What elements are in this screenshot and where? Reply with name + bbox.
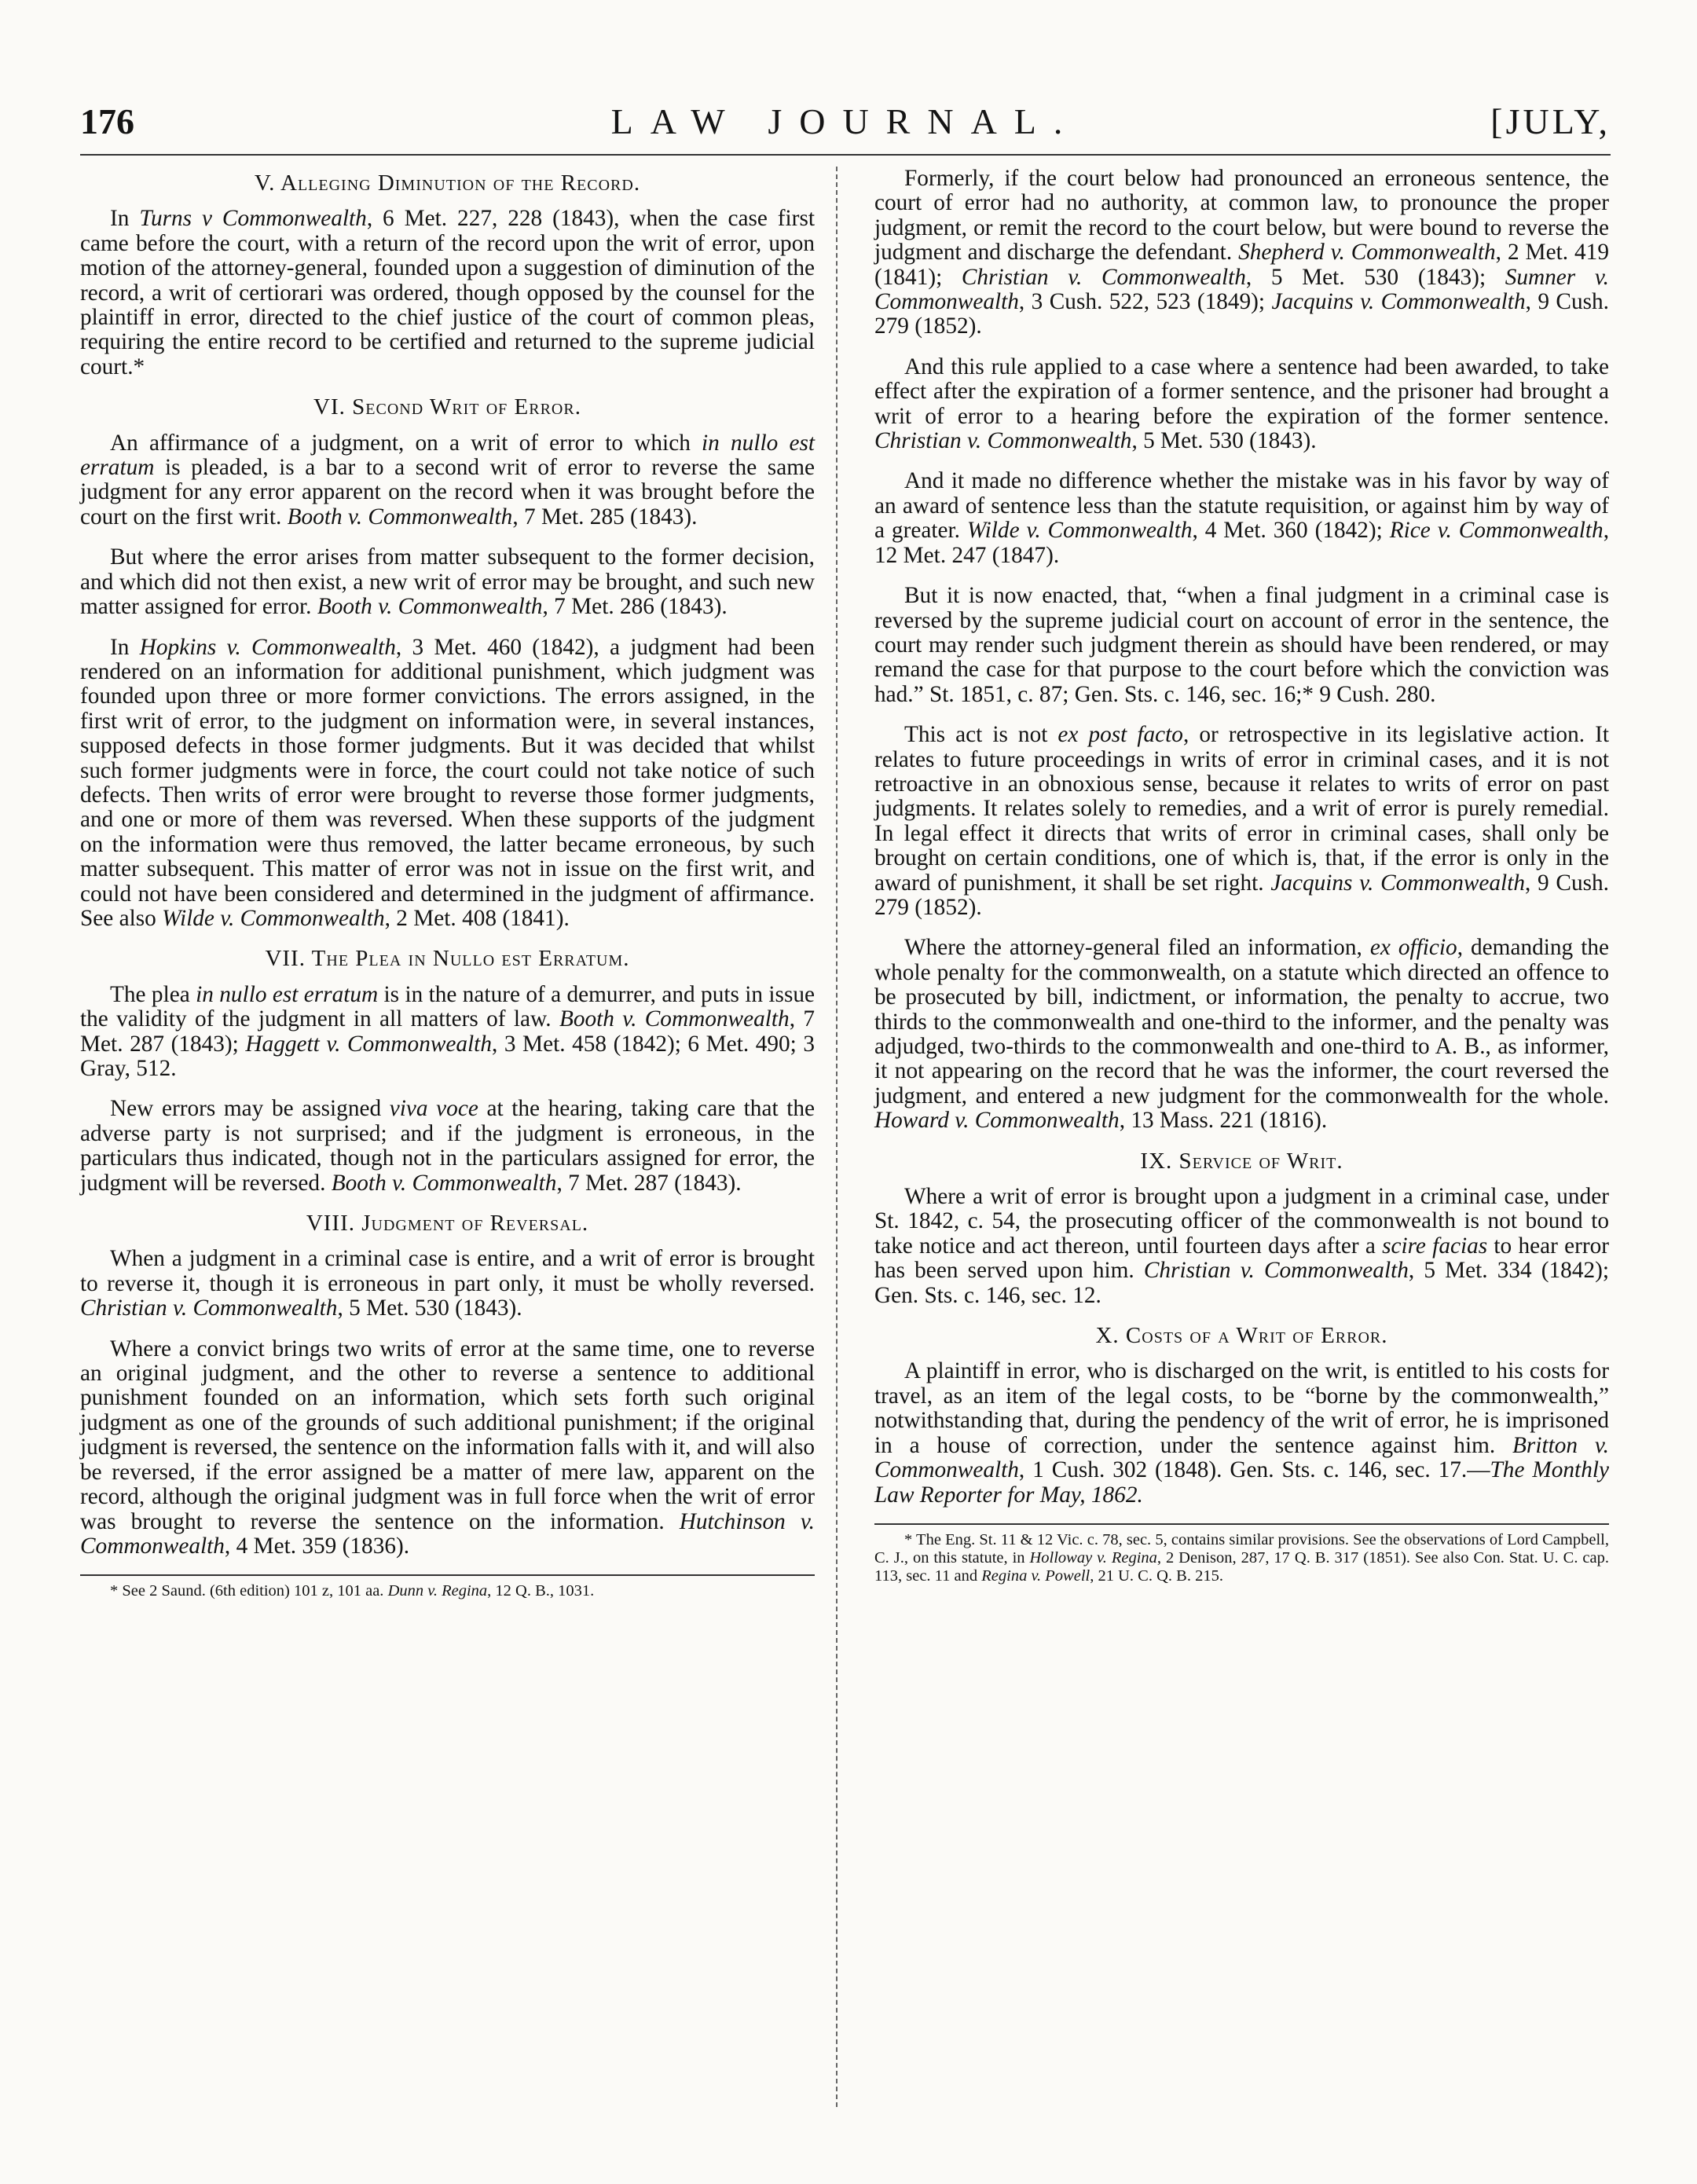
paragraph: The plea in nullo est erratum is in the nature of a demurrer, and puts in issue the validity of the judgment in all matters of law. Booth v. Commonwealth, 7 Met. 287 (1843); Haggett v. Commonwealth, 3 Met. 458 (1842); 6 Met. 490; 3 Gray, 512. <box>80 981 816 1081</box>
section-heading-vi: VI. Second Writ of Error. <box>313 394 581 420</box>
paragraph: When a judgment in a criminal case is entire, and a writ of error is brought to reverse it, though it is erroneous in part only, it must be wholly reversed. Christian v. Commonwealth, 5 Met. 530 (1843). <box>80 1246 815 1321</box>
case-name: Booth v. Commonwealth <box>331 1170 557 1196</box>
section-heading-viii: VIII. Judgment of Reversal. <box>306 1211 589 1237</box>
paragraph: Formerly, if the court below had pronounced an erroneous sentence, the court of error had no authority, at common law, to pronounce the proper judgment, or remit the record to the court below, but were bound to reverse the judgment and discharge the defendant. Shepherd v. Commonwealth, 2 Met. 419 (1841); Christian v. Commonwealth, 5 Met. 530 (1843); Sumner v. Commonwealth, 3 Cush. 522, 523 (1849); Jacquins v. Commonwealth, 9 Cush. 279 (1852). <box>874 166 1609 339</box>
case-name: Jacquins v. Commonwealth <box>1271 289 1526 315</box>
case-name: Wilde v. Commonwealth <box>966 518 1193 544</box>
left-column <box>80 167 815 1616</box>
case-name: Christian v. Commonwealth <box>874 428 1132 454</box>
journal-title: LAW JOURNAL. <box>610 101 1080 141</box>
paragraph: But it is now enacted, that, “when a final judgment in a criminal case is reversed by the supreme judicial court on account of error in the sentence, the court may render such judgment therein as should have been rendered, or may remand the case for that purpose to the court before which the conviction was had.” St. 1851, c. 87; Gen. Sts. c. 146, sec. 16;* 9 Cush. 280. <box>874 583 1609 707</box>
footnote: * The Eng. St. 11 & 12 Vic. c. 78, sec. 5, contains similar provisions. See the observations of Lord Campbell, C. J., on this statute, in Holloway v. Regina, 2 Denison, 287, 17 Q. B. 317 (1851). See also Con. Stat. U. C. cap. 113, sec. 11 and Regina v. Powell, 21 U. C. Q. B. 215. <box>874 1530 1609 1585</box>
case-name: Christian v. Commonwealth <box>1143 1258 1409 1284</box>
paragraph: New errors may be assigned viva voce at the hearing, taking care that the adverse party is not surprised; and if the judgment is erroneous, in the particulars thus indicated, though not in the particulars assigned for error, the judgment will be reversed. Booth v. Commonwealth, 7 Met. 287 (1843). <box>80 1096 816 1196</box>
header-rule <box>80 154 1611 156</box>
footnote-rule <box>874 1523 1609 1525</box>
page-header <box>80 101 1611 148</box>
paragraph: Where a convict brings two writs of error at the same time, one to reverse an original judgment, and the other to reverse a sentence to additional punishment founded on an information, which sets forth such original judgment as one of the grounds of such additional punishment; if the original judgment is reversed, the sentence on the information falls with it, and will also be reversed, if the error assigned be a matter of mere law, apparent on the record, although the original judgment was in full force when the writ of error was brought to reverse the sentence on the information. Hutchinson v. Commonwealth, 4 Met. 359 (1836). <box>80 1336 816 1559</box>
source-credit: The Monthly Law Reporter for May, 1862. <box>874 1457 1609 1508</box>
section-heading-v: V. Alleging Diminution of the Record. <box>254 170 641 196</box>
page-number: 176 <box>80 101 134 141</box>
issue-month: [JULY, <box>1490 101 1611 141</box>
case-name: Christian v. Commonwealth <box>80 1295 338 1321</box>
case-name: Haggett v. Commonwealth <box>245 1031 492 1057</box>
paragraph: Where a writ of error is brought upon a judgment in a criminal case, under St. 1842, c. 54, the prosecuting officer of the commonwealth is not bound to take notice and act thereon, until fourteen days after a scire facias to hear error has been served upon him. Christian v. Commonwealth, 5 Met. 334 (1842); Gen. Sts. c. 146, sec. 12. <box>874 1184 1610 1308</box>
case-name: Jacquins v. Commonwealth <box>1270 870 1525 896</box>
paragraph: And this rule applied to a case where a sentence had been awarded, to take effect after the expiration of a former sentence, and the prisoner had brought a writ of error to a hearing before the expiration of the former sentence. Christian v. Commonwealth, 5 Met. 530 (1843). <box>874 354 1609 454</box>
section-heading-vii: VII. The Plea in Nullo est Erratum. <box>265 946 630 972</box>
column-divider <box>836 167 838 2107</box>
case-name: Booth v. Commonwealth <box>317 594 543 620</box>
case-name: Hutchinson v. Commonwealth <box>80 1508 816 1559</box>
case-name: Shepherd v. Commonwealth <box>1238 240 1496 266</box>
paragraph: This act is not ex post facto, or retrospective in its legislative action. It relates to future proceedings in writs of error in criminal cases, and it is not retroactive in an obnoxious sense, because it relates to writs of error on past judgments. It relates solely to remedies, and a writ of error is purely remedial. In legal effect it directs that writs of error in criminal cases, shall only be brought on certain conditions, one of which is, that, if the error is only in the award of punishment, it shall be set right. Jacquins v. Commonwealth, 9 Cush. 279 (1852). <box>874 722 1610 920</box>
case-name: Christian v. Commonwealth <box>961 264 1246 290</box>
case-name: Wilde v. Commonwealth <box>162 905 385 931</box>
paragraph: In Hopkins v. Commonwealth, 3 Met. 460 (1842), a judgment had been rendered on an information for additional punishment, which judgment was founded upon three or more former convictions. The errors assigned, in the first writ of error, to the judgment on information were, in several instances, supposed defects in those former judgments. But it was decided that whilst such former judgments were in force, the court could not take notice of such defects. Then writs of error were brought to reverse those former judgments, and one or more of them was reversed. When these supports of the judgment on the information were thus removed, the latter became erroneous, by such matter subsequent. This matter of error was not in issue on the first writ, and could not have been considered and determined in the judgment of affirmance. See also Wilde v. Commonwealth, 2 Met. 408 (1841). <box>80 634 815 931</box>
right-column <box>874 167 1609 1601</box>
case-name: Rice v. Commonwealth <box>1389 518 1604 544</box>
paragraph: Where the attorney-general filed an information, ex officio, demanding the whole penalty for the commonwealth, on a statute which directed an offence to be prosecuted by bill, indictment, or information, the penalty to accrue, two thirds to the commonwealth and one-third to the informer, and the penalty was adjudged, two-thirds to the commonwealth and one-third to A. B., as informer, it not appearing on the record that he was the informer, the court reversed the judgment, and entered a new judgment for the commonwealth for the whole. Howard v. Commonwealth, 13 Mass. 221 (1816). <box>874 935 1609 1134</box>
paragraph: And it made no difference whether the mistake was in his favor by way of an award of sentence less than the statute requisition, or against him by way of a greater. Wilde v. Commonwealth, 4 Met. 360 (1842); Rice v. Commonwealth, 12 Met. 247 (1847). <box>874 468 1610 568</box>
case-name: Britton v. Commonwealth <box>874 1432 1609 1483</box>
case-name: Howard v. Commonwealth <box>874 1108 1120 1134</box>
case-name: Booth v. Commonwealth <box>287 504 513 530</box>
paragraph: A plaintiff in error, who is discharged on the writ, is entitled to his costs for travel, as an item of the legal costs, to be “borne by the commonwealth,” notwithstanding that, during the pendency of the writ of error, he is imprisoned in a house of correction, under the sentence against him. Britton v. Commonwealth, 1 Cush. 302 (1848). Gen. Sts. c. 146, sec. 17.—The Monthly Law Reporter for May, 1862. <box>874 1358 1609 1508</box>
case-name: Hopkins v. Commonwealth <box>139 634 396 660</box>
case-name: Booth v. Commonwealth <box>559 1006 790 1032</box>
case-name: Sumner v. Commonwealth <box>874 264 1609 315</box>
case-name: Turns v Commonwealth <box>139 206 367 232</box>
paragraph: But where the error arises from matter subsequent to the former decision, and which did not then exist, a new writ of error may be brought, and such new matter assigned for error. Booth v. Commonwealth, 7 Met. 286 (1843). <box>80 544 815 620</box>
paragraph: In Turns v Commonwealth, 6 Met. 227, 228 (1843), when the case first came before the court, with a return of the record upon the writ of error, upon motion of the attorney-general, founded upon a suggestion of diminution of the record, a writ of certiorari was ordered, though opposed by the counsel for the plaintiff in error, directed to the chief justice of the court of common pleas, requiring the entire record to be certified and returned to the supreme judicial court.* <box>80 206 815 379</box>
paragraph: An affirmance of a judgment, on a writ of error to which in nullo est erratum is pleaded, is a bar to a second writ of error to reverse the same judgment for any error apparent on the record when it was brought before the court on the first writ. Booth v. Commonwealth, 7 Met. 285 (1843). <box>80 430 815 530</box>
section-heading-ix: IX. Service of Writ. <box>1140 1148 1343 1174</box>
footnote: * See 2 Saund. (6th edition) 101 z, 101 aa. Dunn v. Regina, 12 Q. B., 1031. <box>110 1582 595 1600</box>
section-heading-x: X. Costs of a Writ of Error. <box>1095 1323 1388 1349</box>
footnote-rule <box>80 1574 815 1576</box>
